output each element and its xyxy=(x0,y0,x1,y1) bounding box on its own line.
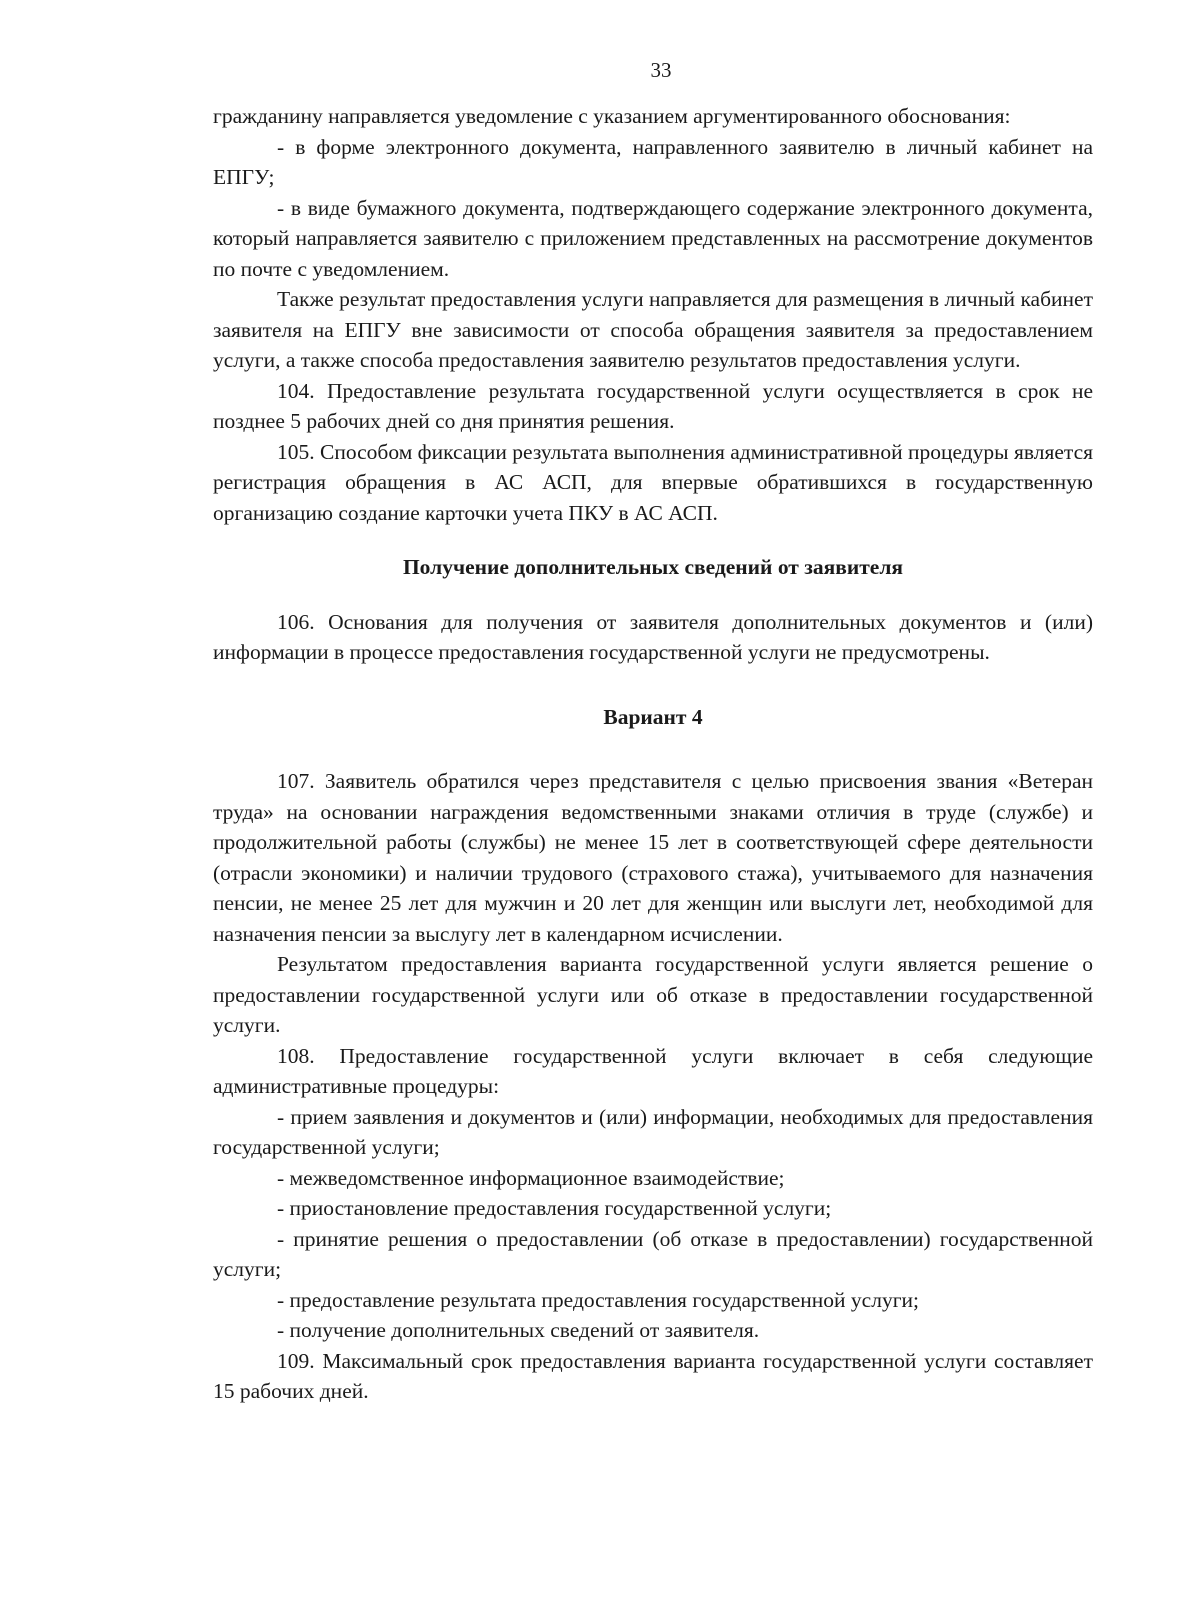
list-item: - получение дополнительных сведений от заявителя. xyxy=(277,1318,760,1342)
paragraph: Результатом предоставления варианта государственной услуги является решение о предоставлении государственной услуги или об отказе в предоставлении государственной услуги. xyxy=(213,952,1093,1037)
document-body xyxy=(213,101,1093,1407)
paragraph: гражданину направляется уведомление с указанием аргументированного обоснования: xyxy=(213,104,1011,128)
paragraph: 108. Предоставление государственной услуги включает в себя следующие административные процедуры: xyxy=(213,1043,1093,1098)
paragraph: 107. Заявитель обратился через представителя с целью присвоения звания «Ветеран труда» на основании награждения ведомственными знаками отличия в труде (службе) и продолжительной работы (службы) не менее 15 лет в соответствующей сфере деятельности (отрасли экономики) и наличии трудового (страхового стажа), учитываемого для назначения пенсии, не менее 25 лет для мужчин и 20 лет для женщин или выслуги лет, необходимой для назначения пенсии за выслугу лет в календарном исчислении. xyxy=(213,769,1093,946)
list-item: - принятие решения о предоставлении (об отказе в предоставлении) государственной услуги; xyxy=(213,1226,1093,1281)
paragraph: Также результат предоставления услуги направляется для размещения в личный кабинет заявителя на ЕПГУ вне зависимости от способа обращения заявителя за предоставлением услуги, а также способа предоставления заявителю результатов предоставления услуги. xyxy=(213,287,1093,372)
paragraph: 105. Способом фиксации результата выполнения административной процедуры является регистрация обращения в АС АСП, для впервые обратившихся в государственную организацию создание карточки учета ПКУ в АС АСП. xyxy=(213,439,1094,525)
list-item: - межведомственное информационное взаимодействие; xyxy=(277,1165,785,1190)
paragraph: 104. Предоставление результата государственной услуги осуществляется в срок не позднее 5 рабочих дней со дня принятия решения. xyxy=(213,378,1093,433)
page-number: 33 xyxy=(650,58,672,82)
list-item: - прием заявления и документов и (или) информации, необходимых для предоставления государственной услуги; xyxy=(213,1104,1093,1159)
section-heading: Получение дополнительных сведений от заявителя xyxy=(402,555,904,579)
paragraph: - в виде бумажного документа, подтверждающего содержание электронного документа, который направляется заявителю с приложением представленных на рассмотрение документов по почте с уведомлением. xyxy=(213,195,1093,281)
paragraph: 106. Основания для получения от заявителя дополнительных документов и (или) информации в процессе предоставления государственной услуги не предусмотрены. xyxy=(213,609,1093,664)
list-item: - предоставление результата предоставления государственной услуги; xyxy=(277,1287,919,1312)
list-item: - приостановление предоставления государственной услуги; xyxy=(277,1196,832,1220)
variant-heading: Вариант 4 xyxy=(603,704,703,729)
paragraph: 109. Максимальный срок предоставления варианта государственной услуги составляет 15 рабочих дней. xyxy=(213,1348,1093,1403)
paragraph: - в форме электронного документа, направленного заявителю в личный кабинет на ЕПГУ; xyxy=(213,134,1093,189)
